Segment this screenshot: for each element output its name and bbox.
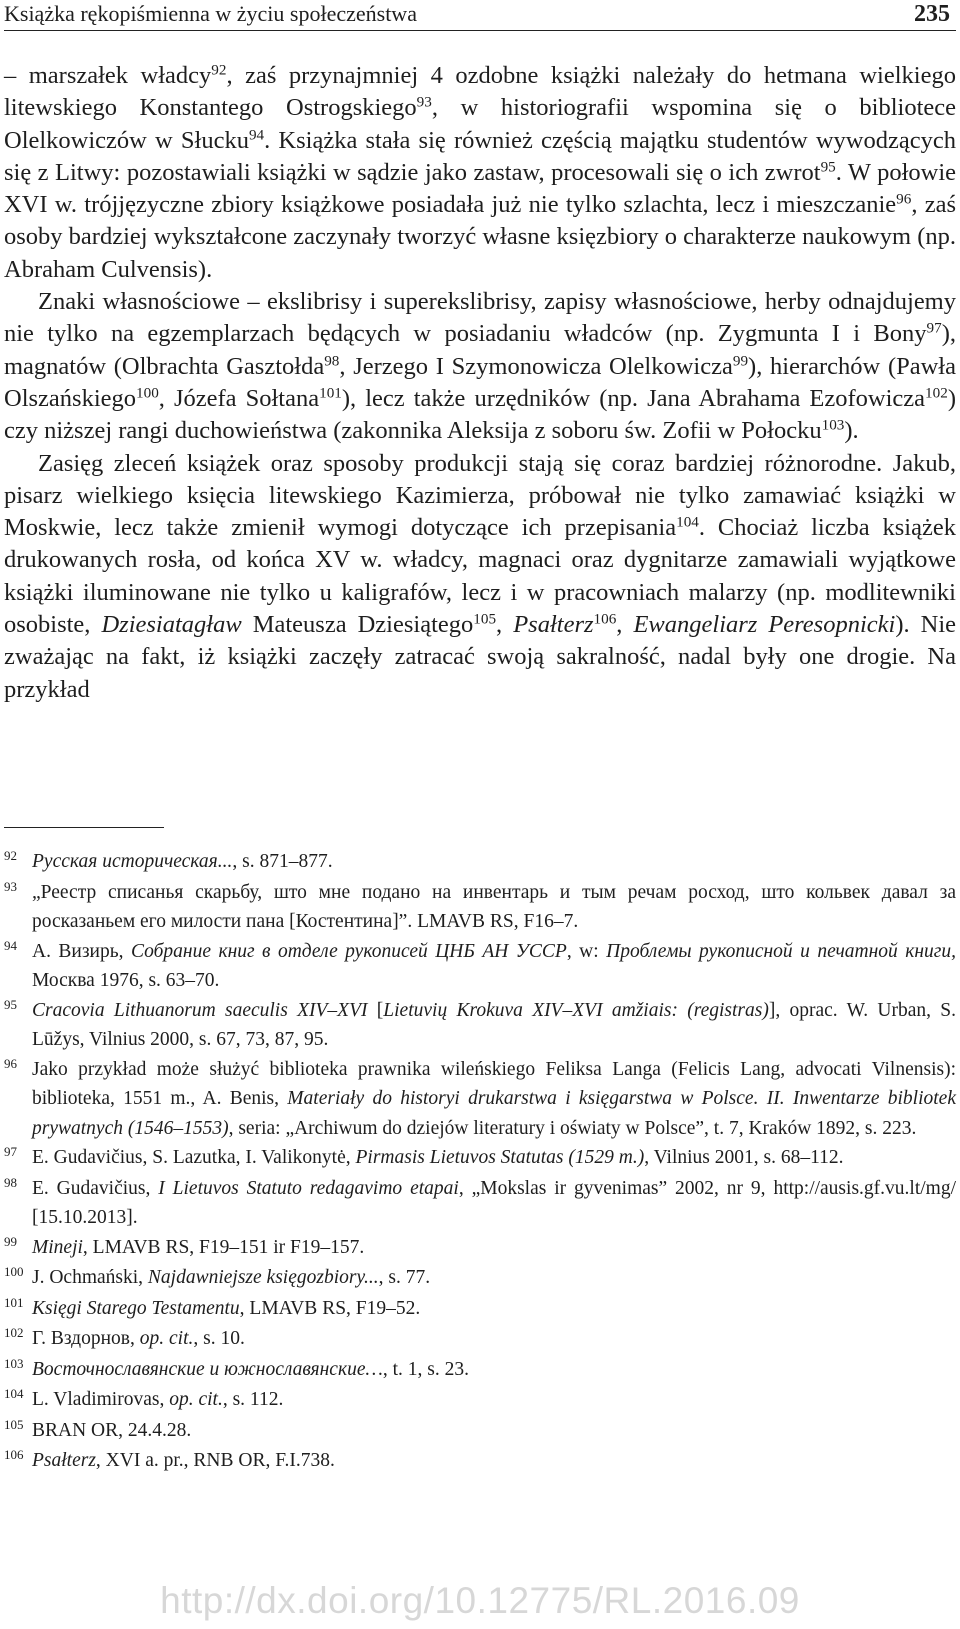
footnote-ref-94[interactable]: 94	[248, 126, 265, 144]
paragraph-2	[4, 286, 956, 447]
footnote-number: 96	[4, 1055, 17, 1071]
text-run: , s. 112.	[222, 1389, 284, 1410]
footnote-ref-105[interactable]: 105	[473, 610, 497, 628]
footnote-97	[4, 1143, 956, 1174]
footnote-number: 101	[4, 1294, 24, 1310]
italic-title: op. cit.	[169, 1389, 223, 1410]
text-run: , Jerzego I Szymonowicza Olelkowicza	[339, 352, 733, 380]
text-run: L. Vladimirovas,	[32, 1389, 170, 1410]
footnote-105	[4, 1416, 956, 1447]
text-run: , „Mokslas ir gyvenimas” 2002, nr 9, http://ausis.gf.vu.lt/mg/ [15.10.2013].	[32, 1177, 956, 1228]
text-run: , t. 1, s. 23.	[382, 1358, 469, 1380]
italic-title: Cracovia Lithuanorum saeculis XIV–XVI	[32, 999, 368, 1021]
footnote-number: 98	[4, 1174, 17, 1190]
footnote-number: 102	[4, 1325, 24, 1340]
italic-title: Ewangeliarz Peresopnicki	[633, 611, 896, 639]
footnote-number: 93	[4, 878, 17, 894]
footnote-number: 99	[4, 1233, 17, 1249]
footnote-text	[32, 1446, 956, 1476]
italic-title: Проблемы рукописной и печатной книги,	[606, 940, 957, 962]
text-run: , s. 77.	[378, 1267, 431, 1288]
footnote-text	[32, 996, 956, 1055]
footnote-text	[32, 1055, 956, 1144]
main-text	[4, 60, 956, 706]
footnote-99	[4, 1233, 956, 1264]
italic-title: Собрание книг в отделе рукописей ЦНБ АН УССР	[130, 940, 567, 962]
footnote-text	[32, 878, 956, 937]
footnote-text	[32, 1174, 956, 1233]
text-run: , seria: „Archiwum do dziejów literatury i oświaty w Polsce”, t. 7, Kraków 1892, s. 223.	[228, 1117, 917, 1139]
text-run: , LMAVB RS, F19–151 ir F19–157.	[82, 1236, 365, 1258]
text-run: Mateusza Dziesiątego	[241, 611, 474, 639]
text-run: – marszałek władcy	[4, 62, 212, 89]
footnote-number: 94	[4, 937, 17, 953]
text-run: ), magnatów (Olbrachta Gasztołda	[4, 320, 956, 380]
footnote-number: 95	[4, 996, 17, 1012]
footnote-number: 104	[4, 1386, 24, 1401]
paragraph-1	[4, 60, 956, 286]
text-run: , zaś osoby bardziej wykształcone zaczynały tworzyć własne księzbiory o charakterze naukowym (np. Abraham Culvensis).	[4, 191, 956, 283]
footnote-text	[32, 847, 956, 877]
text-run: А. Визирь,	[32, 940, 131, 962]
footnote-106	[4, 1446, 956, 1477]
text-run: Г. Вздорнов,	[32, 1328, 140, 1349]
footnote-95	[4, 996, 956, 1055]
footnote-ref-95[interactable]: 95	[820, 158, 836, 176]
text-run: ).	[844, 417, 859, 445]
italic-title: I Lietuvos Statuto redagavimo etapai	[158, 1177, 459, 1199]
footnote-text	[32, 1233, 956, 1263]
footnote-text	[32, 1324, 956, 1354]
paragraph-3	[4, 448, 956, 706]
italic-title: Lietuvių Krokuva XIV–XVI amžiais: (registras)	[383, 999, 769, 1021]
footnote-ref-103[interactable]: 103	[821, 416, 845, 434]
running-header	[4, 0, 956, 31]
footnote-text	[32, 1385, 956, 1415]
footnote-text	[32, 1416, 956, 1446]
footnote-103	[4, 1355, 956, 1386]
text-run: , w:	[566, 940, 607, 962]
footnote-ref-98[interactable]: 98	[324, 352, 340, 370]
text-run: E. Gudavičius,	[32, 1177, 159, 1199]
text-run: Москва 1976, s. 63–70.	[32, 970, 220, 991]
footnote-ref-100[interactable]: 100	[136, 384, 159, 402]
italic-title: Materiały do historyi drukarstwa i księgarstwa w Polsce. II. Inwentarze bibliotek prywatnych (1546–1553)	[32, 1088, 956, 1139]
text-run: E. Gudavičius, S. Lazutka, I. Valikonytė,	[32, 1147, 356, 1168]
footnote-ref-104[interactable]: 104	[676, 513, 699, 531]
footnote-text	[32, 1355, 956, 1385]
text-run: ), lecz także urzędników (np. Jana Abrahama Ezofowicza	[341, 384, 926, 412]
text-run: ), hierarchów (Pawła Olszańskiego	[4, 352, 956, 412]
text-run: , s. 871–877.	[232, 851, 333, 872]
footnote-98	[4, 1174, 956, 1233]
italic-title: Pirmasis Lietuvos Statutas (1529 m.)	[355, 1147, 645, 1168]
italic-title: Dziesiatagław	[101, 611, 242, 639]
footnote-100	[4, 1263, 956, 1294]
text-run: , zaś przynajmniej 4 ozdobne książki należały do hetmana wielkiego litewskiego Konstantego Ostrogskiego	[4, 62, 956, 122]
footnote-ref-97[interactable]: 97	[926, 320, 942, 338]
footnote-number: 105	[4, 1416, 24, 1432]
footnote-number: 100	[4, 1264, 24, 1279]
text-run: BRAN OR, 24.4.28.	[32, 1419, 192, 1441]
text-run: J. Ochmański,	[32, 1267, 148, 1288]
text-run: , w historiografii wspomina się o bibliotece Olelkowiczów w Słucku	[4, 94, 956, 154]
text-run: Znaki własnościowe – ekslibrisy i superekslibrisy, zapisy własnościowe, herby odnajdujemy nie tylko na egzemplarzach będących w posiadaniu władców (np. Zygmunta I i Bony	[4, 288, 956, 348]
text-run: , Vilnius 2001, s. 68–112.	[644, 1147, 844, 1168]
text-run: . W połowie XVI w. trójjęzyczne zbiory książkowe posiadała już nie tylko szlachta, lecz i mieszczanie	[4, 158, 956, 219]
italic-title: Księgi Starego Testamentu	[32, 1297, 240, 1319]
footnote-102	[4, 1324, 956, 1355]
text-run: Zasięg zleceń książek oraz sposoby produkcji stają się coraz bardziej różnorodne. Jakub, pisarz wielkiego księcia litewskiego Kazimierza, próbował nie tylko zamawiać książki w Moskwie, lecz także zmienił wymogi dotyczące ich przepisania	[4, 449, 956, 542]
footnote-text	[32, 1143, 956, 1173]
footnote-text	[32, 1263, 956, 1293]
text-run: ) czy niższej rangi duchowieństwa (zakonnika Aleksija z soboru św. Zofii w Połocku	[4, 384, 956, 445]
footnotes	[4, 847, 956, 1477]
italic-title: Mineji	[32, 1236, 83, 1258]
footnote-text	[32, 1294, 956, 1324]
running-title: Książka rękopiśmienna w życiu społeczeństwa	[4, 1, 417, 26]
footnote-104	[4, 1385, 956, 1416]
footnote-ref-102[interactable]: 102	[925, 384, 948, 402]
footnote-separator	[4, 827, 164, 828]
footnote-93	[4, 878, 956, 937]
text-run: . Chociaż liczba książek drukowanych rosła, od końca XV w. władcy, magnaci oraz dygnitarze zamawiali wyjątkowe książki iluminowane nie tylko u kaligrafów, lecz i w pracowniach malarzy (np. modlitewniki osobiste,	[4, 514, 956, 639]
text-run: . Książka stała się również częścią majątku studentów wywodzących się z Litwy: pozostawiali książki w sądzie jako zastaw, procesowali się o ich zwrot	[4, 126, 956, 186]
text-run: ], oprac. W. Urban, S. Lūžys, Vilnius 2000, s. 67, 73, 87, 95.	[32, 999, 956, 1050]
text-run: [	[367, 999, 384, 1021]
doi-watermark: http://dx.doi.org/10.12775/RL.2016.09	[160, 1580, 800, 1621]
footnote-number: 106	[4, 1447, 24, 1462]
footnote-94	[4, 937, 956, 996]
text-run: ,	[616, 611, 634, 639]
footnote-ref-96[interactable]: 96	[896, 190, 912, 208]
text-run: ,	[496, 611, 514, 639]
text-run: , Józefa Sołtana	[158, 384, 320, 412]
italic-title: Русская историческая...	[32, 851, 233, 872]
footnote-ref-93[interactable]: 93	[416, 93, 432, 111]
text-run: ). Nie zważając na fakt, iż książki zaczęły zatracać swoją sakralność, nadal były one drogie. Na przykład	[4, 611, 957, 703]
text-run: , XVI a. pr., RNB OR, F.I.738.	[95, 1450, 335, 1471]
footnote-number: 92	[4, 848, 17, 863]
footnote-92	[4, 847, 956, 878]
footnote-ref-92[interactable]: 92	[211, 61, 227, 79]
footnote-ref-106[interactable]: 106	[593, 610, 617, 628]
footnote-number: 103	[4, 1355, 24, 1371]
footnote-ref-101[interactable]: 101	[319, 384, 342, 402]
footnote-ref-99[interactable]: 99	[732, 352, 749, 370]
page-number: 235	[914, 1, 950, 27]
text-run: , s. 10.	[193, 1328, 245, 1349]
footnote-101	[4, 1294, 956, 1325]
footnote-number: 97	[4, 1144, 17, 1159]
italic-title: Psałterz	[513, 611, 594, 639]
italic-title: Najdawniejsze księgozbiory...	[147, 1267, 379, 1288]
text-run: „Реестр списанья скарьбу, што мне подано на инвентарь и тым речам росход, што кольвек давал за росказаньем его милости пана [Костентина]”. LMAVB RS, F16–7.	[32, 881, 956, 932]
italic-title: op. cit.	[139, 1328, 194, 1349]
italic-title: Psałterz	[32, 1450, 96, 1471]
footnote-text	[32, 937, 956, 996]
text-run: , LMAVB RS, F19–52.	[239, 1297, 421, 1319]
italic-title: Восточнославянские и южнославянские…	[32, 1358, 383, 1380]
text-run: Jako przykład może służyć biblioteka prawnika wileńskiego Feliksa Langa (Felicis Lang, advocati Vilnensis): biblioteka, 1551 m., A. Benis,	[32, 1058, 956, 1109]
footnote-96	[4, 1055, 956, 1144]
